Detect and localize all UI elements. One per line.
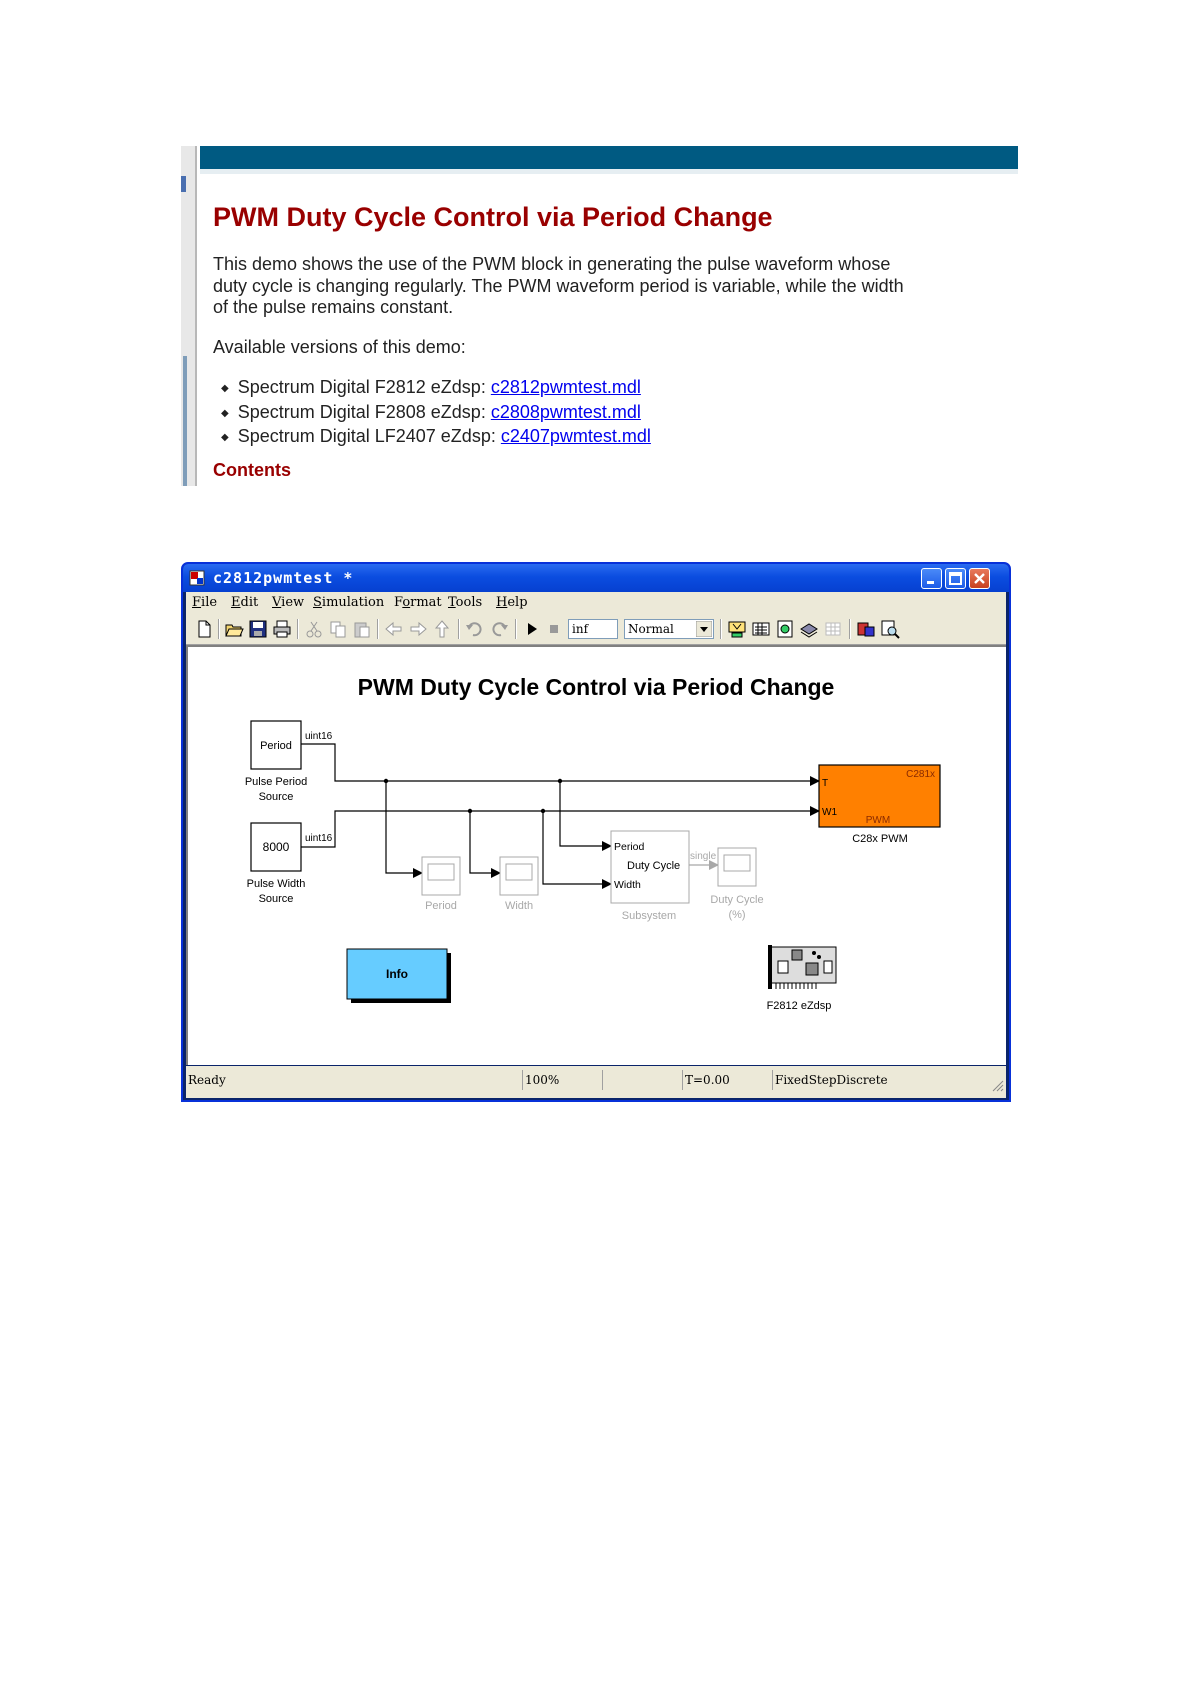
toolbar-separator [515, 619, 517, 639]
help-paragraph-line: duty cycle is changing regularly. The PWM waveform period is variable, while the width [213, 275, 904, 296]
branch-point [468, 809, 472, 813]
scope-icon [724, 855, 750, 871]
scope-icon [428, 864, 454, 880]
c28x-pwm-block[interactable] [819, 765, 940, 827]
ezdsp-block-label: F2812 eZdsp [766, 1000, 832, 1012]
status-solver: FixedStepDiscrete [772, 1070, 925, 1090]
link-c2808pwmtest[interactable]: c2808pwmtest.mdl [490, 401, 641, 422]
versions-list [221, 377, 651, 451]
library-browser-icon[interactable] [751, 619, 771, 639]
build-icon[interactable] [727, 619, 747, 639]
block-diagram [188, 647, 1004, 1065]
status-time: T=0.00 [682, 1070, 769, 1090]
duty-scope-label: Duty Cycle [710, 894, 764, 906]
toolbar-separator [218, 619, 220, 639]
save-icon[interactable] [248, 619, 268, 639]
redo-icon[interactable] [489, 619, 509, 639]
help-header-strip [200, 169, 1018, 174]
new-model-icon[interactable] [194, 619, 214, 639]
menu-simulation[interactable]: Simulation [313, 595, 385, 610]
duty-signal-type: single [690, 851, 717, 862]
width-scope-branch[interactable] [470, 811, 500, 873]
menu-format[interactable]: Format [394, 595, 442, 610]
model-advisor-icon[interactable] [856, 619, 876, 639]
menu-edit[interactable]: Edit [231, 595, 259, 610]
open-folder-icon[interactable] [224, 619, 244, 639]
branch-point [384, 779, 388, 783]
menu-tools[interactable]: Tools [448, 595, 483, 610]
duty-scope-label: (%) [728, 909, 746, 921]
help-header-bar [200, 146, 1018, 169]
subsystem-duty-port: Duty Cycle [627, 860, 681, 872]
period-signal-type: uint16 [305, 731, 333, 742]
status-empty [602, 1070, 679, 1090]
toolbar-separator [720, 619, 722, 639]
grid-icon[interactable] [823, 619, 843, 639]
period-block-text: Period [260, 740, 292, 752]
toolbar-separator [849, 619, 851, 639]
toolbar-separator [297, 619, 299, 639]
back-arrow-icon[interactable] [384, 619, 404, 639]
subsystem-label: Subsystem [621, 910, 677, 922]
version-text: Spectrum Digital F2808 eZdsp: [237, 401, 491, 422]
period-source-label: Pulse Period [244, 776, 308, 788]
menu-bar [186, 592, 1006, 614]
subsystem-period-port: Period [614, 841, 645, 853]
duty-cycle-scope-block[interactable] [718, 848, 756, 886]
model-canvas[interactable] [186, 645, 1006, 1065]
f2812-ezdsp-block[interactable] [768, 945, 836, 989]
version-text: Spectrum Digital F2812 eZdsp: [237, 377, 491, 397]
debugger-icon[interactable] [799, 619, 819, 639]
cut-icon[interactable] [304, 619, 324, 639]
pwm-text: PWM [865, 815, 891, 826]
stop-simulation-icon[interactable] [544, 619, 564, 639]
maximize-button[interactable] [945, 568, 966, 589]
pulse-period-source-block[interactable] [251, 721, 301, 769]
model-explorer-icon[interactable] [775, 619, 795, 639]
maximize-icon [946, 569, 965, 588]
scope-icon [506, 864, 532, 880]
pwm-port-w1: W1 [822, 807, 837, 818]
period-signal-line[interactable] [301, 744, 819, 781]
menu-file[interactable]: File [192, 595, 218, 610]
help-paragraph-line: This demo shows the use of the PWM block in generating the pulse waveform whose [213, 254, 891, 274]
status-state: Ready [188, 1073, 226, 1087]
pulse-width-source-block[interactable] [251, 823, 301, 871]
subsystem-block[interactable] [611, 831, 689, 903]
paste-icon[interactable] [352, 619, 372, 639]
toolbar [186, 614, 1006, 645]
width-source-label: Pulse Width [246, 878, 306, 890]
list-item [221, 402, 651, 427]
width-scope-label: Width [504, 900, 534, 912]
info-block-label: Info [386, 967, 408, 981]
resize-grip-icon[interactable] [990, 1078, 1004, 1092]
versions-label: Available versions of this demo: [213, 337, 466, 357]
period-scope-label: Period [425, 900, 457, 912]
contents-heading[interactable]: Contents [213, 460, 291, 480]
list-item [221, 426, 651, 451]
close-icon [970, 569, 989, 588]
help-browser-panel [181, 146, 1018, 486]
help-paragraph-line: of the pulse remains constant. [213, 297, 454, 317]
close-button[interactable] [969, 568, 990, 589]
branch-point [541, 809, 545, 813]
undo-icon[interactable] [465, 619, 485, 639]
toolbar-separator [458, 619, 460, 639]
start-simulation-icon[interactable] [522, 619, 542, 639]
title-bar[interactable] [183, 564, 1009, 592]
window-title: c2812pwmtest * [213, 569, 354, 587]
link-c2812pwmtest[interactable]: c2812pwmtest.mdl [490, 377, 641, 397]
simulink-window [181, 562, 1011, 1102]
period-scope-branch[interactable] [386, 781, 422, 873]
menu-help[interactable]: Help [496, 595, 528, 610]
width-scope-block[interactable] [500, 857, 538, 895]
period-scope-block[interactable] [422, 857, 460, 895]
forward-arrow-icon[interactable] [408, 619, 428, 639]
pwm-port-t: T [822, 778, 829, 789]
pwm-header: C281x [906, 769, 935, 780]
simulation-mode-value: Normal [628, 622, 674, 636]
period-source-label: Source [258, 791, 294, 803]
width-source-label: Source [258, 893, 294, 905]
pane-scrollbar[interactable] [183, 356, 187, 486]
branch-points [384, 779, 562, 813]
width-signal-type: uint16 [305, 833, 333, 844]
minimize-button[interactable] [921, 568, 942, 589]
list-item [221, 377, 651, 402]
menu-view[interactable]: View [272, 595, 305, 610]
circuit-board-icon [768, 945, 836, 989]
print-icon[interactable] [272, 619, 292, 639]
help-title: PWM Duty Cycle Control via Period Change [213, 202, 773, 232]
simulink-app-icon[interactable] [189, 570, 205, 586]
link-c2407pwmtest[interactable]: c2407pwmtest.mdl [500, 426, 651, 446]
subsystem-width-branch[interactable] [543, 811, 611, 884]
model-title: PWM Duty Cycle Control via Period Change [357, 674, 835, 700]
zoom-inspect-icon[interactable] [880, 619, 900, 639]
help-left-edge [181, 146, 197, 486]
toolbar-separator [377, 619, 379, 639]
chevron-down-icon[interactable] [696, 621, 712, 637]
status-zoom: 100% [522, 1070, 599, 1090]
branch-point [558, 779, 562, 783]
up-arrow-icon[interactable] [432, 619, 452, 639]
subsystem-width-port: Width [614, 879, 641, 891]
pane-marker [181, 176, 186, 192]
version-text: Spectrum Digital LF2407 eZdsp: [237, 426, 501, 446]
info-block[interactable] [347, 949, 451, 1003]
width-block-value: 8000 [262, 840, 290, 854]
minimize-icon [922, 569, 941, 588]
pwm-block-label: C28x PWM [852, 833, 908, 845]
stop-time-input[interactable]: inf [568, 619, 618, 639]
subsystem-period-branch[interactable] [560, 781, 611, 846]
status-bar [186, 1066, 1006, 1098]
copy-icon[interactable] [328, 619, 348, 639]
simulation-mode-select[interactable] [624, 619, 714, 639]
